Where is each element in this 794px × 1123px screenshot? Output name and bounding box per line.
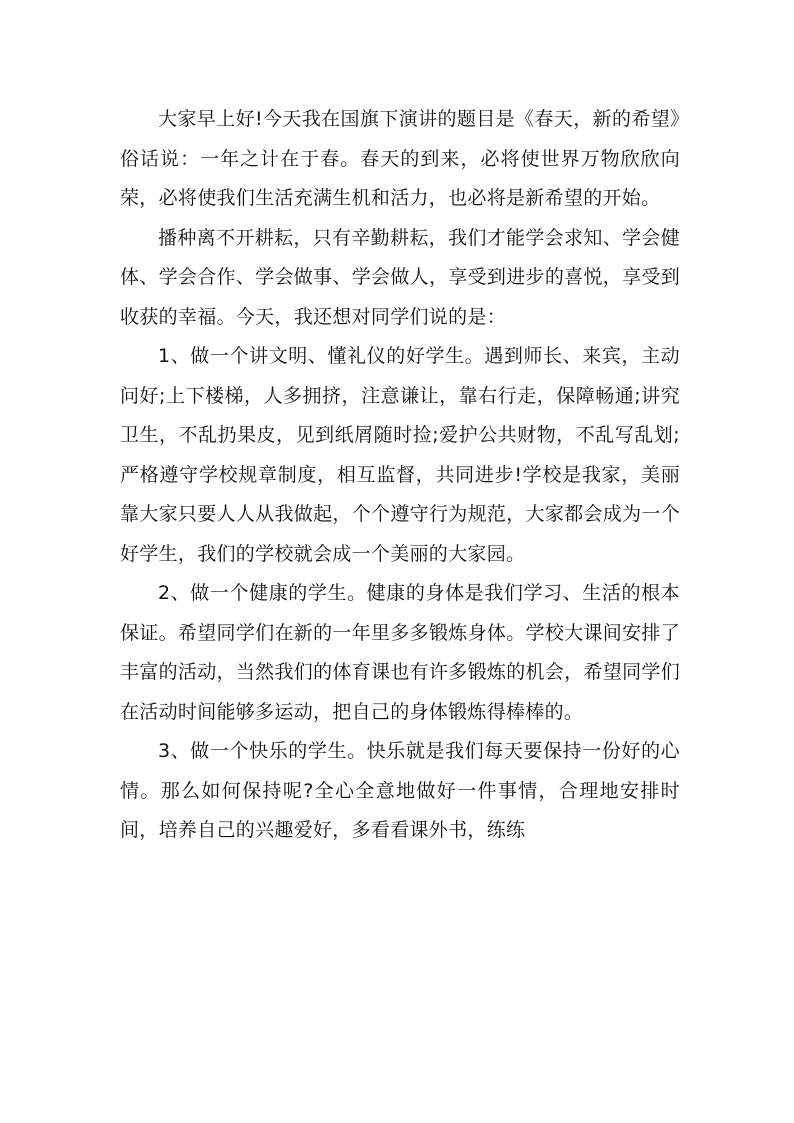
paragraph-point-1: 1、做一个讲文明、懂礼仪的好学生。遇到师长、来宾，主动问好;上下楼梯，人多拥挤，注意谦让，靠右行走，保障畅通;讲究卫生，不乱扔果皮，见到纸屑随时捡;爱护公共财物，不乱写乱划;严格遵守学校规章制度，相互监督，共同进步!学校是我家，美丽靠大家只要人人从我做起，个个遵守行为规范，大家都会成为一个好学生，我们的学校就会成一个美丽的大家园。 (120, 345, 680, 565)
paragraph-point-3: 3、做一个快乐的学生。快乐就是我们每天要保持一份好的心情。那么如何保持呢?全心全意地做好一件事情，合理地安排时间，培养自己的兴趣爱好，多看看课外书，练练 (120, 740, 680, 841)
speech-text (120, 100, 680, 851)
paragraph-cultivation: 播种离不开耕耘，只有辛勤耕耘，我们才能学会求知、学会健体、学会合作、学会做事、学会做人，享受到进步的喜悦，享受到收获的幸福。今天，我还想对同学们说的是： (120, 226, 680, 328)
paragraph-point-2: 2、做一个健康的学生。健康的身体是我们学习、生活的根本保证。希望同学们在新的一年里多多锻炼身体。学校大课间安排了丰富的活动，当然我们的体育课也有许多锻炼的机会，希望同学们在活动时间能够多运动，把自己的身体锻炼得棒棒的。 (120, 582, 680, 723)
paragraph-greeting: 大家早上好!今天我在国旗下演讲的题目是《春天，新的希望》俗话说：一年之计在于春。春天的到来，必将使世界万物欣欣向荣，必将使我们生活充满生机和活力，也必将是新希望的开始。 (120, 108, 680, 209)
